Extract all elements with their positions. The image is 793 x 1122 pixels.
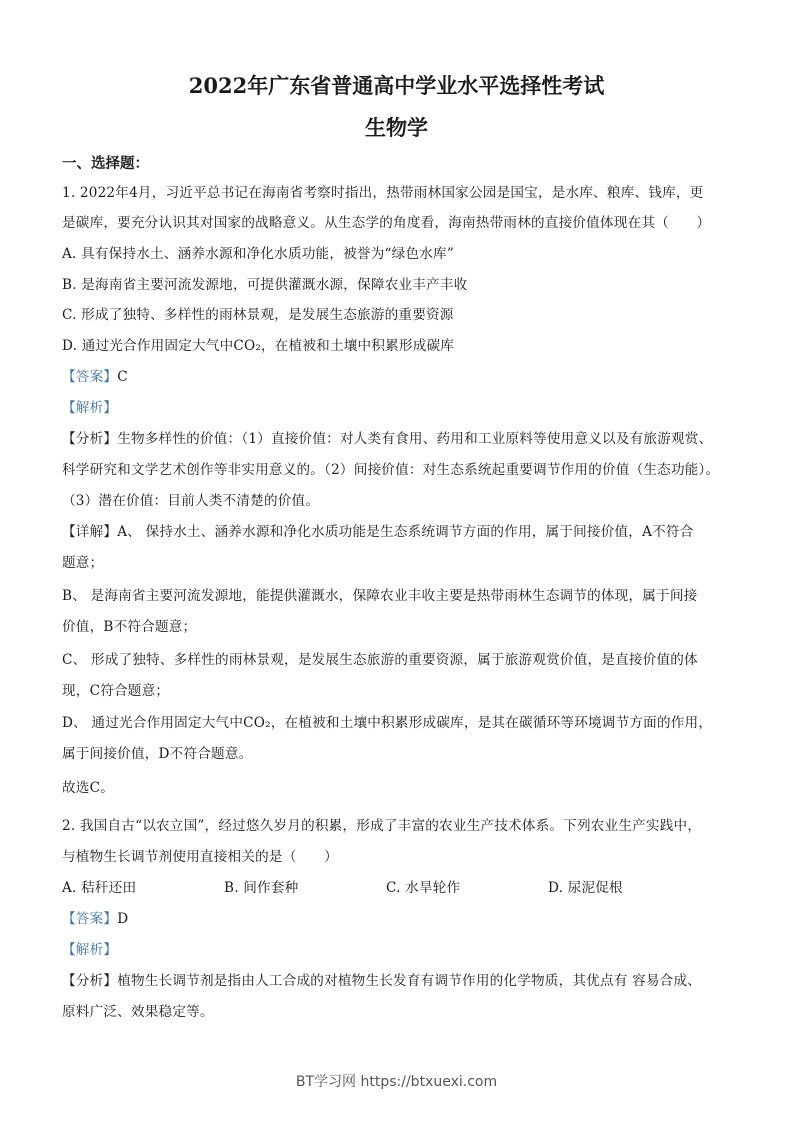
q1-stem-line2: 是碳库，要充分认识其对国家的战略意义。从生态学的角度看，海南热带雨林的直接价值体现在其（ ）	[62, 215, 711, 231]
q1-xiangjie-line7: D、 通过光合作用固定大气中CO₂，在植被和土壤中积累形成碳库，是其在碳循环等环境调节方面的作用，	[62, 715, 713, 731]
fenxi-text: 生物多样性的价值：（1）直接价值：对人类有食用、药用和工业原料等使用意义以及有旅游观赏、	[117, 431, 713, 447]
q2-stem-line1: 2. 我国自古“以农立国”，经过悠久岁月的积累，形成了丰富的农业生产技术体系。下列农业生产实践中，	[62, 818, 702, 834]
q1-option-a: A. 具有保持水土、涵养水源和净化水质功能，被誉为“绿色水库”	[62, 246, 454, 262]
q2-fenxi-line1	[62, 972, 701, 990]
q2-option-c: C. 水旱轮作	[386, 880, 461, 896]
q1-fenxi-line2: 科学研究和文学艺术创作等非实用意义的。（2）间接价值：对生态系统起重要调节作用的价值（生态功能）。	[62, 462, 720, 478]
q2-fenxi-line2: 原料广泛、效果稳定等。	[62, 1004, 214, 1020]
q2-answer	[62, 910, 128, 928]
q1-xiangjie-line6: 现，C符合题意；	[62, 683, 170, 699]
q1-option-d: D. 通过光合作用固定大气中CO₂，在植被和土壤中积累形成碳库	[62, 338, 455, 354]
q2-analysis-tag: 【解析】	[62, 942, 118, 958]
q1-option-b: B. 是海南省主要河流发源地，可提供灌溉水源，保障农业丰产丰收	[62, 277, 468, 293]
q1-xiangjie-line1	[62, 523, 694, 541]
q2-option-d: D. 尿泥促根	[548, 880, 623, 896]
answer-tag: 【答案】	[62, 369, 118, 385]
q1-xiangjie-line2: 题意；	[62, 555, 104, 571]
answer-value: C	[117, 369, 128, 385]
subject-title: 生物学	[365, 115, 428, 140]
exam-title: 2022年广东省普通高中学业水平选择性考试	[188, 73, 605, 98]
q1-xiangjie-line8: 属于间接价值，D不符合题意。	[62, 746, 253, 762]
q1-xiangjie-line3: B、 是海南省主要河流发源地，能提供灌溉水，保障农业丰收主要是热带雨林生态调节的体现，属于间接	[62, 588, 698, 604]
answer-value: D	[117, 911, 129, 927]
q1-xiangjie-line4: 价值，B不符合题意；	[62, 619, 197, 635]
fenxi-tag: 【分析】	[62, 431, 118, 447]
q1-answer	[62, 368, 128, 386]
q1-xiangjie-line5: C、 形成了独特、多样性的雨林景观，是发展生态旅游的重要资源，属于旅游观赏价值，是直接价值的体	[62, 652, 698, 668]
fenxi-tag: 【分析】	[62, 973, 118, 989]
fenxi-text: 植物生长调节剂是指由人工合成的对植物生长发育有调节作用的化学物质，其优点有 容易合成、	[117, 973, 702, 989]
q2-options	[62, 879, 710, 897]
q1-conclusion: 故选C。	[62, 780, 114, 796]
q1-stem-line1: 1. 2022年4月，习近平总书记在海南省考察时指出，热带雨林国家公园是国宝，是水库、粮库、钱库，更	[62, 185, 704, 201]
q1-fenxi-line3: （3）潜在价值：目前人类不清楚的价值。	[62, 493, 320, 509]
q1-option-c: C. 形成了独特、多样性的雨林景观，是发展生态旅游的重要资源	[62, 307, 454, 323]
q2-stem-line2: 与植物生长调节剂使用直接相关的是（ ）	[62, 849, 338, 865]
q1-fenxi-line1	[62, 430, 712, 448]
section-heading: 一、选择题：	[62, 155, 149, 172]
watermark-footer: BT学习网 https://btxuexi.com	[295, 1074, 498, 1090]
xiangjie-tag: 【详解】	[62, 524, 118, 540]
answer-tag: 【答案】	[62, 911, 118, 927]
q1-analysis-tag: 【解析】	[62, 400, 118, 416]
q2-option-b: B. 间作套种	[224, 880, 299, 896]
xiangjie-text: A、 保持水土、涵养水源和净化水质功能是生态系统调节方面的作用，属于间接价值，A不符合	[117, 524, 694, 540]
q2-option-a: A. 秸秆还田	[62, 880, 137, 896]
